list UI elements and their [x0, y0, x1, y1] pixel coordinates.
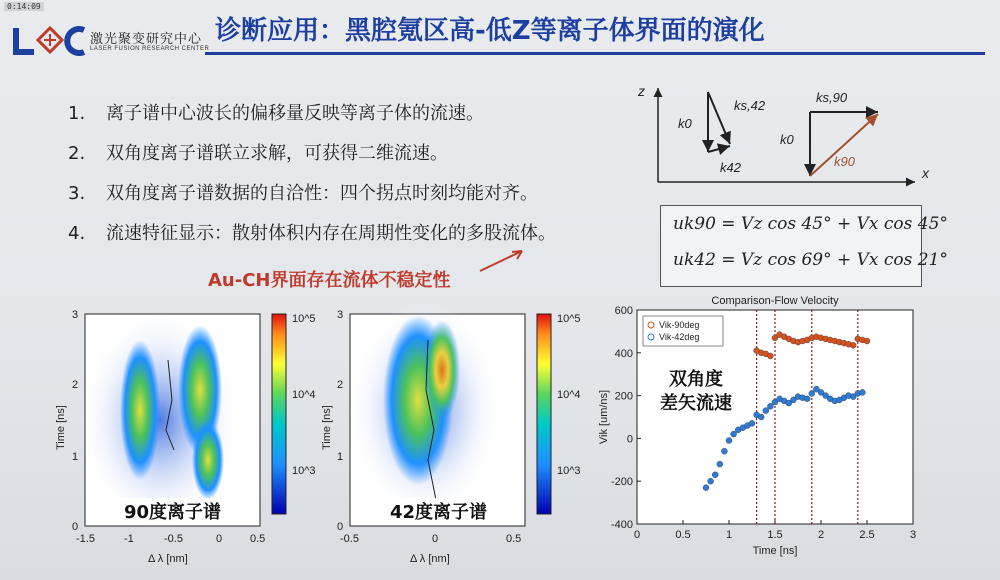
data-point: [703, 485, 709, 491]
cbar-tick: 10^3: [292, 465, 316, 477]
y-tick-label: 0: [626, 433, 633, 446]
equation-42: uk42 = Vz cos 69° + Vx cos 21°: [673, 250, 948, 270]
x-tick-label: 0.5: [675, 529, 691, 541]
cbar-tick: 10^3: [557, 465, 581, 477]
data-point: [850, 342, 856, 348]
cbar-tick: 10^4: [557, 389, 581, 401]
colorbar: [272, 314, 286, 514]
data-point: [726, 438, 732, 444]
data-point: [731, 431, 737, 437]
cbar-tick: 10^4: [292, 389, 316, 401]
x-tick: -1: [124, 533, 134, 545]
x-axis-label: Δ λ [nm]: [410, 553, 450, 565]
z-axis-label: z: [638, 83, 645, 99]
data-point: [708, 478, 714, 484]
equation-90: uk90 = Vz cos 45° + Vx cos 45°: [673, 214, 948, 234]
y-tick: 3: [337, 309, 344, 321]
x-tick-label: 3: [909, 529, 917, 541]
velocity-chart: [595, 290, 935, 570]
y-tick-label: -400: [610, 519, 633, 531]
logo-en-text: LASER FUSION RESEARCH CENTER: [90, 46, 210, 52]
data-point: [749, 420, 755, 426]
x-tick: 0: [216, 533, 223, 545]
list-item: [68, 140, 556, 180]
x-tick: 0.5: [250, 533, 266, 545]
y-tick: 0: [72, 521, 79, 533]
chart-annotation-line: 差矢流速: [660, 393, 732, 414]
y-tick-label: -200: [610, 476, 633, 489]
item-text: 流速特征显示：散射体积内存在周期性变化的多股流体。: [106, 223, 556, 244]
y-tick: 0: [337, 521, 344, 533]
item-text: 离子谱中心波长的偏移量反映等离子体的流速。: [106, 103, 484, 124]
y-tick-label: 200: [614, 390, 633, 403]
y-tick: 1: [72, 451, 79, 463]
slide-title: 诊断应用：黑腔氪区高-低Z等离子体界面的演化: [215, 16, 765, 46]
legend-label: Vik-42deg: [659, 332, 700, 342]
video-timestamp: 0:14:09: [4, 2, 44, 11]
data-point: [767, 353, 773, 359]
item-number: 1.: [68, 103, 86, 124]
k90-label: k90: [834, 154, 855, 169]
vector-diagram: [630, 80, 940, 190]
spectrum-42deg: [310, 300, 590, 570]
data-point: [809, 390, 815, 396]
data-point: [758, 414, 764, 420]
y-tick-label: 400: [614, 347, 633, 360]
data-point: [804, 396, 810, 402]
equation-box: [660, 205, 948, 287]
y-tick-label: 600: [614, 305, 633, 317]
data-point: [712, 472, 718, 478]
legend-label: Vik-90deg: [659, 320, 700, 330]
item-text: 双角度离子谱数据的自洽性：四个拐点时刻均能对齐。: [106, 183, 538, 204]
item-number: 2.: [68, 143, 86, 164]
list-item: [68, 180, 556, 220]
spectrum-90deg: [40, 300, 320, 570]
arrow-icon: [478, 245, 528, 275]
item-text: 双角度离子谱联立求解，可获得二维流速。: [106, 143, 448, 164]
x-axis-label: Time [ns]: [752, 545, 798, 557]
data-point: [717, 461, 723, 467]
k0-label: k0: [678, 116, 692, 131]
chart-title: Comparison-Flow Velocity: [711, 295, 839, 307]
x-tick: 0.5: [506, 533, 522, 545]
ks42-label: ks,42: [734, 98, 766, 113]
x-tick-label: 1.5: [767, 529, 783, 541]
spectrum-42-caption: 42度离子谱: [384, 498, 493, 524]
k42-label: k42: [720, 160, 741, 175]
chart-annotation-line: 双角度: [669, 369, 723, 390]
x-axis-label: x: [922, 165, 929, 181]
x-tick-label: 2.5: [859, 529, 875, 541]
item-number: 3.: [68, 183, 86, 204]
y-tick: 1: [337, 451, 344, 463]
cbar-tick: 10^5: [292, 313, 316, 325]
x-tick-label: 1: [725, 529, 733, 541]
logo-cn-text: 激光聚变研究中心: [90, 32, 203, 47]
x-tick-label: 0: [633, 529, 641, 541]
x-tick: 0: [432, 533, 439, 545]
y-tick: 2: [337, 379, 344, 391]
x-tick: -0.5: [164, 533, 183, 545]
title-underline: [205, 52, 985, 55]
y-tick: 3: [72, 309, 79, 321]
data-point: [721, 448, 727, 454]
data-point: [763, 408, 769, 414]
point-list: [68, 100, 556, 260]
data-point: [864, 338, 870, 344]
cbar-tick: 10^5: [557, 313, 581, 325]
x-tick: -1.5: [76, 533, 95, 545]
x-tick-label: 2: [817, 529, 825, 541]
x-tick: -0.5: [340, 533, 359, 545]
chart-annotation: [660, 368, 732, 416]
spectrum-90-caption: 90度离子谱: [118, 498, 227, 524]
y-axis-label: Time [ns]: [321, 405, 333, 450]
colorbar: [537, 314, 551, 514]
logo-mark: [10, 22, 90, 62]
ks90-label: ks,90: [816, 90, 848, 105]
item-number: 4.: [68, 223, 86, 244]
list-item: [68, 100, 556, 140]
y-tick: 2: [72, 379, 79, 391]
k0-label-2: k0: [780, 132, 794, 147]
data-point: [859, 389, 865, 395]
data-point: [767, 403, 773, 409]
y-axis-label: Time [ns]: [55, 405, 67, 450]
y-axis-label: Vik [um/ns]: [598, 389, 610, 445]
x-axis-label: Δ λ [nm]: [148, 553, 188, 565]
highlight-note: Au-CH界面存在流体不稳定性: [208, 270, 451, 291]
